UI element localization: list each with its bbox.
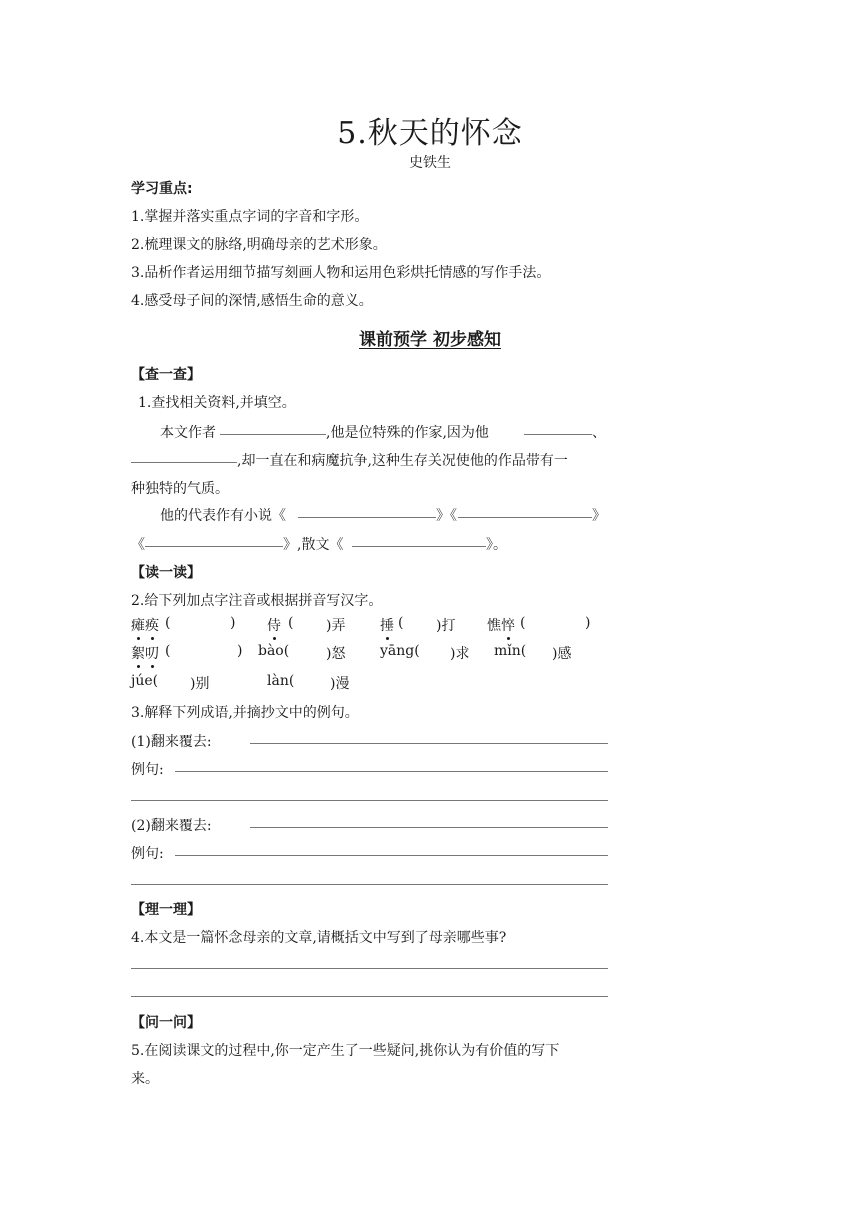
pinyin-word: 憔悴	[487, 615, 515, 635]
question-5: 5.在阅读课文的过程中,你一定产生了一些疑问,挑你认为有价值的写下	[131, 1043, 560, 1059]
answer-paren[interactable]: (	[520, 615, 526, 631]
answer-line[interactable]	[250, 827, 608, 828]
answer-blank[interactable]	[458, 517, 592, 518]
pinyin-item[interactable]: làn(	[267, 673, 295, 689]
answer-blank[interactable]	[220, 434, 326, 435]
question-1: 1.查找相关资料,并填空。	[138, 395, 296, 411]
idiom-label: (2)翻来覆去:	[131, 818, 212, 834]
fill-text: 》,散文《	[283, 537, 344, 553]
answer-paren: )	[230, 615, 236, 631]
fill-text: 种独特的气质。	[131, 481, 229, 497]
question-3: 3.解释下列成语,并摘抄文中的例句。	[131, 705, 359, 721]
pinyin-item: )怒	[326, 646, 346, 662]
example-label: 例句:	[131, 846, 164, 862]
fill-text: 》。	[486, 537, 507, 553]
pinyin-item[interactable]: mǐn(	[494, 643, 527, 659]
focus-heading: 学习重点:	[131, 181, 193, 197]
fill-text: 《	[131, 537, 145, 553]
answer-paren[interactable]: (	[398, 615, 404, 631]
fill-text: 》	[592, 508, 606, 524]
focus-item: 1.掌握并落实重点字词的字音和字形。	[131, 209, 369, 225]
answer-blank[interactable]	[298, 517, 436, 518]
answer-paren[interactable]: (	[165, 643, 171, 659]
fill-text: 、	[592, 425, 606, 441]
pinyin-item[interactable]: yāng(	[380, 643, 420, 659]
ask-heading: 【问一问】	[131, 1015, 201, 1031]
answer-paren: )打	[436, 618, 456, 634]
sort-heading: 【理一理】	[131, 902, 201, 918]
answer-line[interactable]	[250, 743, 608, 744]
check-heading: 【查一查】	[131, 367, 201, 383]
pinyin-word: 捶	[380, 615, 394, 635]
answer-blank[interactable]	[145, 546, 283, 547]
question-5-cont: 来。	[131, 1071, 159, 1087]
page-title: 5.秋天的怀念	[337, 116, 523, 151]
pinyin-word: 侍	[267, 615, 281, 635]
answer-line[interactable]	[175, 771, 608, 772]
focus-item: 3.品析作者运用细节描写刻画人物和运用色彩烘托情感的写作手法。	[131, 265, 551, 281]
answer-line[interactable]	[131, 800, 608, 801]
pinyin-item[interactable]: júe(	[131, 673, 159, 689]
fill-text: ,却一直在和病魔抗争,这种生存关况使他的作品带有一	[237, 453, 568, 469]
pinyin-item: )别	[190, 676, 210, 692]
pinyin-word: 絮叨	[131, 643, 159, 663]
fill-text: ,他是位特殊的作家,因为他	[326, 425, 489, 441]
pinyin-item: )漫	[330, 676, 350, 692]
question-2: 2.给下列加点字注音或根据拼音写汉字。	[131, 593, 383, 609]
answer-paren[interactable]: (	[288, 615, 294, 631]
answer-line[interactable]	[131, 884, 608, 885]
answer-line[interactable]	[175, 855, 608, 856]
answer-paren: )弄	[326, 618, 346, 634]
section-title: 课前预学 初步感知	[359, 330, 501, 350]
pinyin-item[interactable]: bào(	[258, 643, 290, 659]
example-label: 例句:	[131, 762, 164, 778]
answer-line[interactable]	[131, 968, 608, 969]
focus-item: 2.梳理课文的脉络,明确母亲的艺术形象。	[131, 237, 387, 253]
pinyin-item: )感	[552, 646, 572, 662]
focus-item: 4.感受母子间的深情,感悟生命的意义。	[131, 293, 373, 309]
fill-text: 他的代表作有小说《	[160, 508, 286, 524]
answer-line[interactable]	[131, 996, 608, 997]
answer-paren: )	[585, 615, 591, 631]
answer-blank[interactable]	[524, 434, 592, 435]
answer-blank[interactable]	[352, 546, 486, 547]
answer-paren[interactable]: (	[165, 615, 171, 631]
fill-text: 》《	[436, 508, 457, 524]
idiom-label: (1)翻来覆去:	[131, 734, 212, 750]
pinyin-word: 瘫痪	[131, 615, 159, 635]
answer-paren: )	[237, 643, 243, 659]
question-4: 4.本文是一篇怀念母亲的文章,请概括文中写到了母亲哪些事?	[131, 930, 507, 946]
fill-text: 本文作者	[160, 425, 216, 441]
answer-blank[interactable]	[131, 462, 237, 463]
pinyin-item: )求	[450, 646, 470, 662]
author: 史铁生	[409, 155, 451, 171]
read-heading: 【读一读】	[131, 565, 201, 581]
